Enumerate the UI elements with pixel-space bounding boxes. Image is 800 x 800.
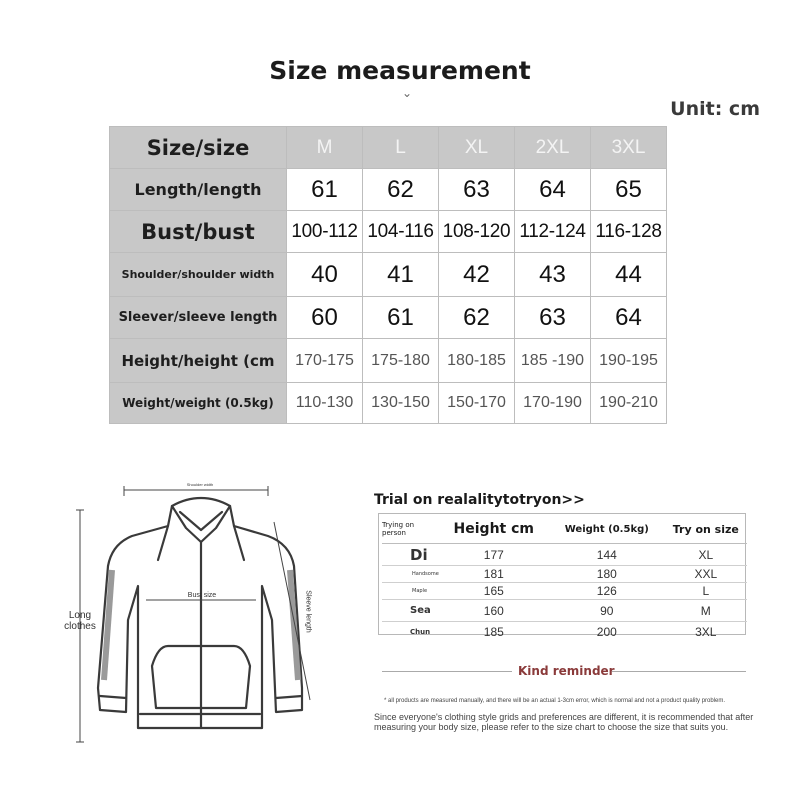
size-header-cell: M xyxy=(287,127,363,169)
trial-size: M xyxy=(665,600,747,622)
table-cell: 100-112 xyxy=(287,211,363,253)
table-row xyxy=(110,211,667,253)
reminder-title: Kind reminder xyxy=(518,664,615,678)
table-cell: 130-150 xyxy=(363,383,439,424)
trial-header-size: Try on size xyxy=(665,515,747,544)
trial-person-name: Di xyxy=(382,544,439,566)
table-row xyxy=(382,566,747,583)
table-cell: 62 xyxy=(363,169,439,211)
table-cell: 62 xyxy=(439,297,515,339)
trial-height: 177 xyxy=(439,544,549,566)
size-chart-table xyxy=(109,126,667,424)
table-cell: 63 xyxy=(439,169,515,211)
trial-person-name: Handsome xyxy=(382,566,439,583)
table-cell: 190-210 xyxy=(591,383,667,424)
table-row xyxy=(382,544,747,566)
table-cell: 112-124 xyxy=(515,211,591,253)
table-row xyxy=(110,169,667,211)
table-cell: 42 xyxy=(439,253,515,297)
table-cell: 63 xyxy=(515,297,591,339)
table-cell: 185 -190 xyxy=(515,339,591,383)
chevron-down-icon: ⌄ xyxy=(402,86,413,100)
trial-weight: 200 xyxy=(596,624,617,639)
table-cell: 61 xyxy=(287,169,363,211)
table-cell: 175-180 xyxy=(363,339,439,383)
trial-height: 185 xyxy=(483,624,504,639)
table-cell: 60 xyxy=(287,297,363,339)
trial-weight: 90 xyxy=(549,600,665,622)
trial-size: XL xyxy=(665,544,747,566)
table-cell: 61 xyxy=(363,297,439,339)
table-row xyxy=(110,297,667,339)
table-cell: 104-116 xyxy=(363,211,439,253)
unit-label: Unit: cm xyxy=(670,98,760,120)
fine-print: * all products are measured manually, and there will be an actual 1-3cm error, which is normal and not a product quality problem. xyxy=(384,698,726,704)
table-cell: 43 xyxy=(515,253,591,297)
trial-weight: 144 xyxy=(549,544,665,566)
table-cell: 180-185 xyxy=(439,339,515,383)
trial-height: 181 xyxy=(439,566,549,583)
table-cell: 190-195 xyxy=(591,339,667,383)
table-row xyxy=(110,339,667,383)
table-cell: 150-170 xyxy=(439,383,515,424)
table-header-row xyxy=(110,127,667,169)
table-cell: 44 xyxy=(591,253,667,297)
trial-height: 160 xyxy=(439,600,549,622)
table-cell: 65 xyxy=(591,169,667,211)
trial-person-name: Chun xyxy=(410,627,431,636)
divider xyxy=(382,671,512,672)
row-label: Shoulder/shoulder width xyxy=(110,253,287,297)
trial-table xyxy=(382,515,747,642)
table-cell: 170-190 xyxy=(515,383,591,424)
trial-size: 3XL xyxy=(695,624,717,639)
row-label: Length/length xyxy=(110,169,287,211)
page-title: Size measurement xyxy=(269,56,531,85)
trial-size: L xyxy=(665,583,747,600)
row-label: Sleever/sleeve length xyxy=(110,297,287,339)
sleeve-length-label: Sleeve length xyxy=(304,590,312,633)
table-cell: 40 xyxy=(287,253,363,297)
shoulder-width-label: Shoulder width xyxy=(186,482,214,487)
trial-header-weight: Weight (0.5kg) xyxy=(549,515,665,544)
table-row xyxy=(382,583,747,600)
divider xyxy=(612,671,746,672)
trial-person-name: Sea xyxy=(382,600,439,622)
table-cell: 64 xyxy=(591,297,667,339)
length-label: Long clothes xyxy=(64,610,96,632)
trial-weight: 126 xyxy=(549,583,665,600)
reminder-note: Since everyone's clothing style grids and preferences are different, it is recommended that after measuring your body size, please refer to the size chart to choose the size that suits you. xyxy=(374,712,754,732)
table-row xyxy=(382,622,747,642)
table-row xyxy=(382,600,747,622)
size-header-cell: L xyxy=(363,127,439,169)
row-label: Weight/weight (0.5kg) xyxy=(110,383,287,424)
table-cell: 64 xyxy=(515,169,591,211)
table-row xyxy=(110,383,667,424)
size-header-label: Size/size xyxy=(110,127,287,169)
table-cell: 170-175 xyxy=(287,339,363,383)
row-label: Bust/bust xyxy=(110,211,287,253)
table-cell: 41 xyxy=(363,253,439,297)
trial-header-height: Height cm xyxy=(439,515,549,544)
trial-title: Trial on realalitytotryon>> xyxy=(374,492,585,508)
jacket-diagram xyxy=(40,470,370,760)
row-label: Height/height (cm xyxy=(110,339,287,383)
trial-weight: 180 xyxy=(549,566,665,583)
trial-header-row xyxy=(382,515,747,544)
table-cell: 116-128 xyxy=(591,211,667,253)
size-header-cell: 3XL xyxy=(591,127,667,169)
table-cell: 110-130 xyxy=(287,383,363,424)
bust-size-label: Bust size xyxy=(187,592,217,599)
trial-size: XXL xyxy=(665,566,747,583)
trial-header-person: Trying on person xyxy=(382,515,439,544)
size-header-cell: 2XL xyxy=(515,127,591,169)
table-row xyxy=(110,253,667,297)
trial-person-name: Maple xyxy=(382,583,439,600)
trial-height: 165 xyxy=(439,583,549,600)
size-header-cell: XL xyxy=(439,127,515,169)
table-cell: 108-120 xyxy=(439,211,515,253)
